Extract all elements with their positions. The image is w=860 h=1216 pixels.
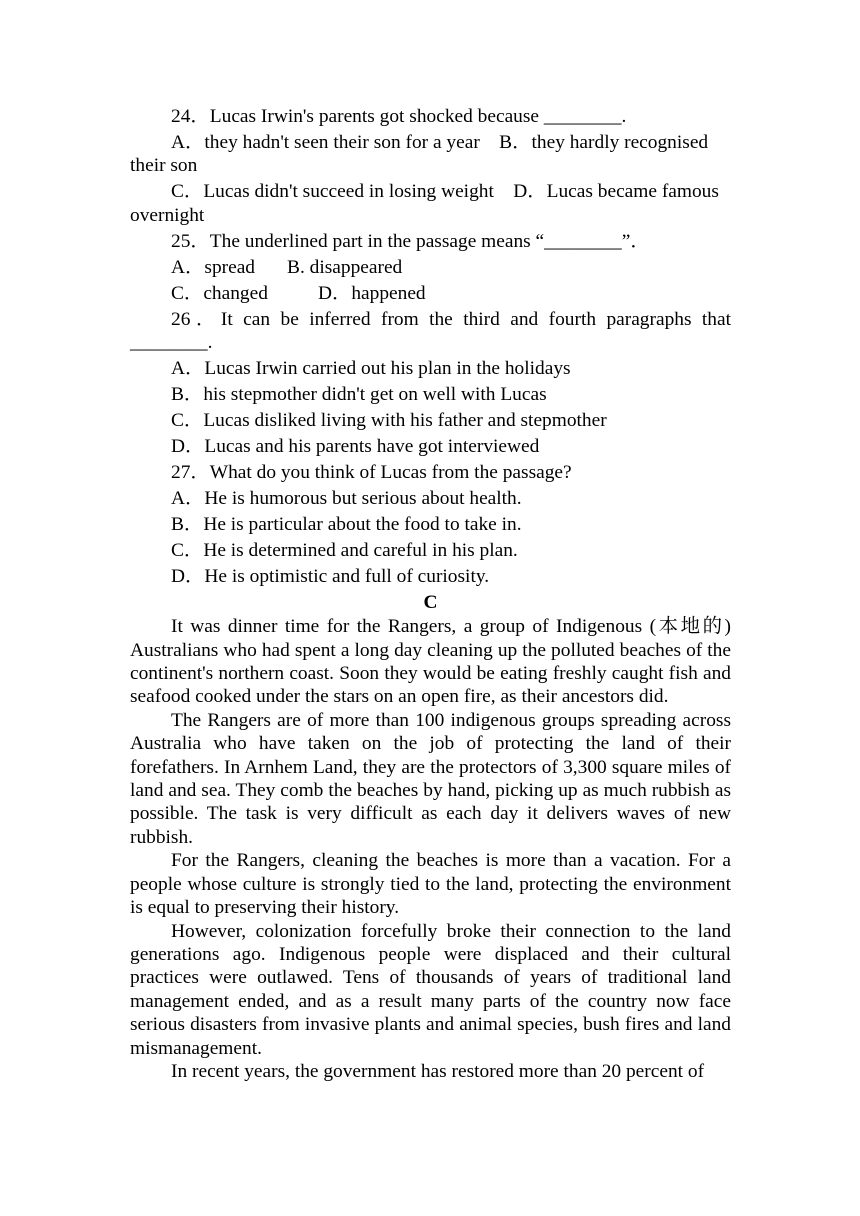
passage-heading: C (423, 592, 438, 614)
option-a: A．spread (171, 256, 256, 278)
option-c: C．changed (171, 282, 268, 304)
question-24-options-ab: A．they hadn't seen their son for a year B．they hardly recognised their son (130, 132, 709, 177)
question-27-option-b: B．He is particular about the food to take in. (171, 514, 522, 536)
question-25-options-ab (130, 256, 731, 279)
passage-paragraph-3: For the Rangers, cleaning the beaches is more than a vacation. For a people whose culture is strongly tied to the land, protecting the environment is equal to preserving their history. (130, 850, 731, 919)
passage-paragraph-4: However, colonization forcefully broke their connection to the land generations ago. Indigenous people were displaced and their cultural practices were outlawed. Tens of thousands of years of traditional land management ended, and as a result many parts of the country now face serious disasters from invasive plants and animal species, bush fires and land mismanagement. (130, 920, 731, 1059)
question-27-stem: 27．What do you think of Lucas from the passage? (171, 462, 572, 484)
question-25-stem: 25．The underlined part in the passage means “________”． (171, 230, 650, 252)
question-26-stem: 26．It can be inferred from the third and fourth paragraphs that ________. (130, 308, 731, 354)
question-26-option-d: D．Lucas and his parents have got interviewed (171, 436, 540, 458)
passage-paragraph-1: It was dinner time for the Rangers, a group of Indigenous (本地的) Australians who had spent a long day cleaning up the polluted beaches of the continent's northern coast. Soon they would be eating freshly caught fish and seafood cooked under the stars on an open fire, as their ancestors did. (130, 616, 731, 708)
option-d: D．happened (317, 282, 426, 304)
question-27-option-d: D．He is optimistic and full of curiosity. (171, 566, 490, 588)
question-24-options-cd: C．Lucas didn't succeed in losing weight D．Lucas became famous overnight (130, 181, 719, 226)
option-b: B. disappeared (287, 256, 403, 278)
question-24-stem: 24．Lucas Irwin's parents got shocked because ________. (171, 106, 627, 127)
question-27-option-c: C．He is determined and careful in his plan. (171, 540, 518, 562)
question-26-option-c: C．Lucas disliked living with his father and stepmother (171, 410, 607, 432)
question-27-option-a: A．He is humorous but serious about health. (171, 488, 522, 510)
passage-paragraph-2: The Rangers are of more than 100 indigenous groups spreading across Australia who have taken on the job of protecting the land of their forefathers. In Arnhem Land, they are the protectors of 3,300 square miles of land and sea. They comb the beaches by hand, picking up as much rubbish as possible. The task is very difficult as each day it delivers waves of new rubbish. (130, 709, 731, 848)
question-26-option-a: A．Lucas Irwin carried out his plan in the holidays (171, 358, 571, 380)
page-content (130, 105, 731, 1083)
question-25-options-cd (130, 282, 731, 305)
passage-paragraph-5: In recent years, the government has restored more than 20 percent of (171, 1060, 705, 1082)
question-26-option-b: B．his stepmother didn't get on well with Lucas (171, 384, 547, 406)
